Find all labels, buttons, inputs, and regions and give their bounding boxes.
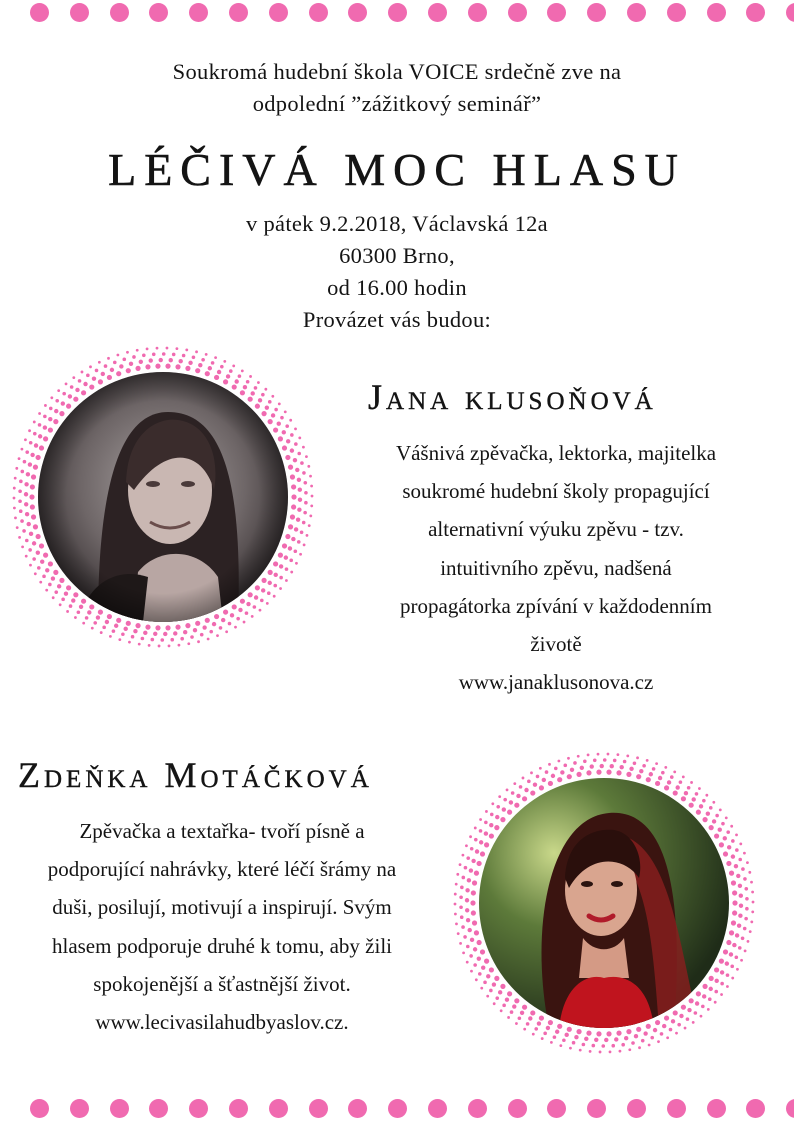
decorative-dot xyxy=(746,3,765,22)
event-title: LÉČIVÁ MOC HLASU xyxy=(108,144,686,195)
portrait-photo-icon xyxy=(479,778,729,1028)
decorative-dot xyxy=(149,1099,168,1118)
event-details xyxy=(0,208,794,336)
decorative-dot xyxy=(70,1099,89,1118)
bio-line: Zpěvačka a textařka- tvoří písně a xyxy=(79,819,365,843)
decorative-dot-border-top xyxy=(0,2,794,24)
decorative-dot xyxy=(229,1099,248,1118)
person-bio-zdenka xyxy=(2,812,442,1041)
decorative-dot xyxy=(309,1099,328,1118)
bio-line: alternativní výuku zpěvu - tzv. xyxy=(428,517,684,542)
decorative-dot xyxy=(428,3,447,22)
intro-line: Soukromá hudební škola VOICE srdečně zve na xyxy=(172,59,622,84)
person-bio-jana xyxy=(336,434,776,701)
event-city: 60300 Brno, xyxy=(339,243,455,268)
portrait-photo-icon xyxy=(38,372,288,622)
decorative-dot xyxy=(707,3,726,22)
website-link-zdenka[interactable]: www.lecivasilahudbyaslov.cz. xyxy=(95,1010,349,1035)
decorative-dot xyxy=(468,1099,487,1118)
decorative-dot xyxy=(229,3,248,22)
bio-line: duši, posilují, motivují a inspirují. Svým xyxy=(52,895,392,920)
bio-line: životě xyxy=(530,632,582,657)
decorative-dot xyxy=(667,3,686,22)
decorative-dot xyxy=(70,3,89,22)
decorative-dot xyxy=(189,1099,208,1118)
decorative-dot xyxy=(627,1099,646,1118)
decorative-dot xyxy=(269,3,288,22)
decorative-dot-border-bottom xyxy=(0,1098,794,1120)
person-name-zdenka: Zdeňka Motáčková xyxy=(18,755,373,795)
portrait-frame-jana xyxy=(10,344,316,650)
decorative-dot xyxy=(627,3,646,22)
invitation-intro xyxy=(0,56,794,120)
decorative-dot xyxy=(468,3,487,22)
bio-line: Vášnivá zpěvačka, lektorka, majitelka xyxy=(395,441,717,465)
bio-line: podporující nahrávky, které léčí šrámy na xyxy=(47,857,397,882)
intro-line: odpolední ”zážitkový seminář” xyxy=(252,91,542,116)
decorative-dot xyxy=(269,1099,288,1118)
decorative-dot xyxy=(746,1099,765,1118)
decorative-dot xyxy=(30,3,49,22)
decorative-dot xyxy=(587,1099,606,1118)
decorative-dot xyxy=(149,3,168,22)
decorative-dot xyxy=(707,1099,726,1118)
website-link-jana[interactable]: www.janaklusonova.cz xyxy=(458,670,654,695)
event-time: od 16.00 hodin xyxy=(327,275,467,300)
event-guides-label: Provázet vás budou: xyxy=(302,307,492,332)
bio-line: soukromé hudební školy propagující xyxy=(402,479,710,504)
decorative-dot xyxy=(547,1099,566,1118)
decorative-dot xyxy=(348,1099,367,1118)
decorative-dot xyxy=(348,3,367,22)
decorative-dot xyxy=(30,1099,49,1118)
portrait-frame-zdenka xyxy=(451,750,757,1056)
bio-line: spokojenější a šťastnější život. xyxy=(93,971,351,996)
event-date-place: v pátek 9.2.2018, Václavská 12a xyxy=(246,211,548,236)
decorative-dot xyxy=(110,1099,129,1118)
bio-line: hlasem podporuje druhé k tomu, aby žili xyxy=(51,933,392,958)
decorative-dot xyxy=(667,1099,686,1118)
decorative-dot xyxy=(587,3,606,22)
decorative-dot xyxy=(309,3,328,22)
person-name-jana: Jana klusoňová xyxy=(368,377,657,417)
decorative-dot xyxy=(189,3,208,22)
decorative-dot xyxy=(428,1099,447,1118)
decorative-dot xyxy=(110,3,129,22)
bio-line: intuitivního zpěvu, nadšená xyxy=(440,555,672,580)
decorative-dot xyxy=(508,3,527,22)
decorative-dot xyxy=(786,1099,794,1118)
decorative-dot xyxy=(547,3,566,22)
decorative-dot xyxy=(388,1099,407,1118)
decorative-dot xyxy=(786,3,794,22)
decorative-dot xyxy=(388,3,407,22)
bio-line: propagátorka zpívání v každodenním xyxy=(400,593,712,618)
decorative-dot xyxy=(508,1099,527,1118)
